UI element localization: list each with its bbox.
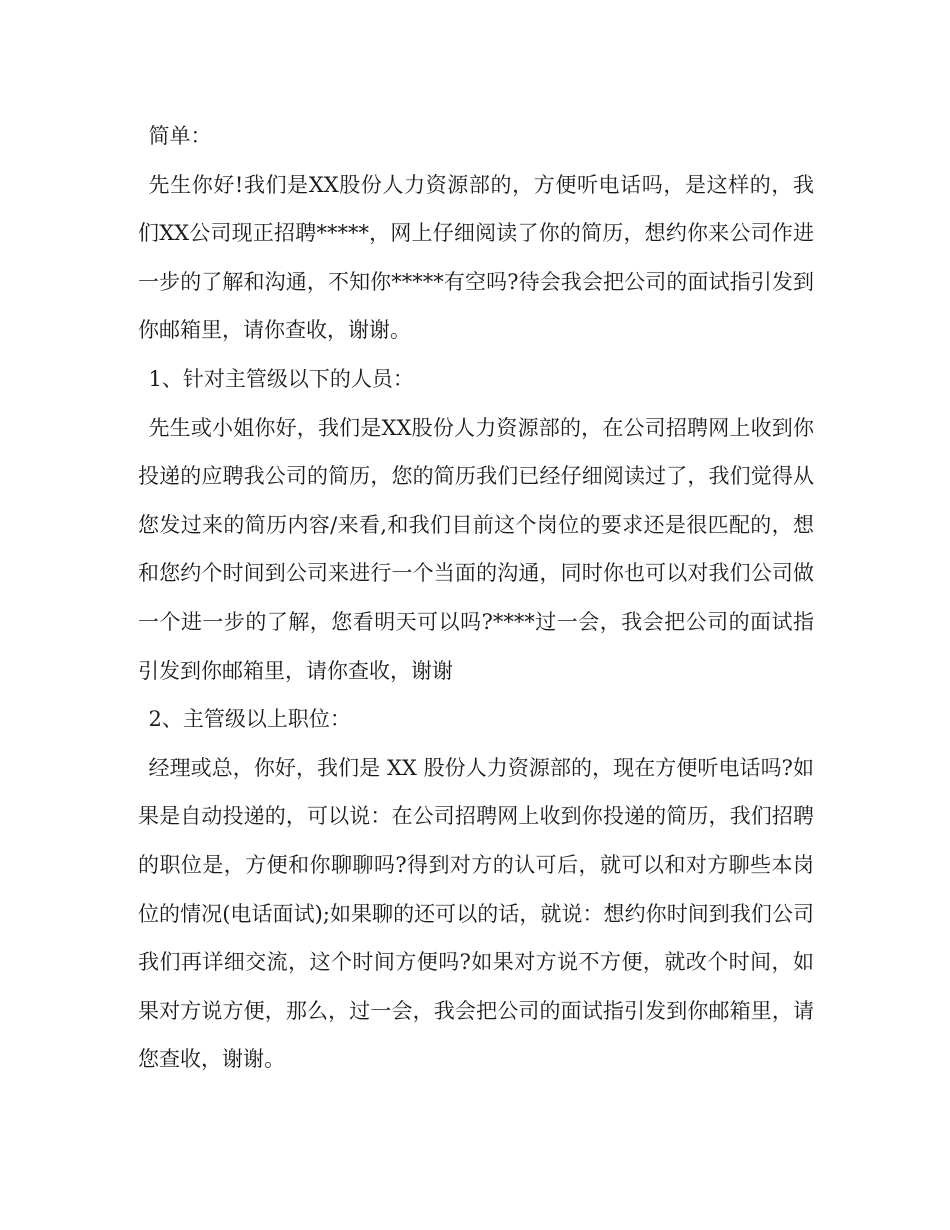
script-paragraph-simple: 先生你好!我们是XX股份人力资源部的，方便听电话吗，是这样的，我们XX公司现正招聘*****，网上仔细阅读了你的简历，想约你来公司作进一步的了解和沟通，不知你*****有空吗?待会我会把公司的面试指引发到你邮箱里，请你查收，谢谢。 (138, 172, 814, 343)
document-body (138, 112, 814, 1084)
script-paragraph-below-supervisor: 先生或小姐你好，我们是XX股份人力资源部的，在公司招聘网上收到你投递的应聘我公司的简历，您的简历我们已经仔细阅读过了，我们觉得从您发过来的简历内容/来看,和我们目前这个岗位的要求还是很匹配的，想和您约个时间到公司来进行一个当面的沟通，同时你也可以对我们公司做一个进一步的了解，您看明天可以吗?****过一会，我会把公司的面试指引发到你邮箱里，请你查收，谢谢 (138, 415, 814, 683)
section-heading-above-supervisor: 2、主管级以上职位： (148, 707, 351, 732)
section-heading-simple: 简单： (148, 124, 212, 148)
section-heading-below-supervisor: 1、针对主管级以下的人员： (148, 366, 414, 391)
script-paragraph-above-supervisor: 经理或总，你好，我们是 XX 股份人力资源部的，现在方便听电话吗?如果是自动投递的，可以说：在公司招聘网上收到你投递的简历，我们招聘的职位是，方便和你聊聊吗?得到对方的认可后，就可以和对方聊些本岗位的情况(电话面试);如果聊的还可以的话，就说：想约你时间到我们公司我们再详细交流，这个时间方便吗?如果对方说不方便，就改个时间，如果对方说方便，那么，过一会，我会把公司的面试指引发到你邮箱里，请您查收，谢谢。 (138, 755, 814, 1072)
